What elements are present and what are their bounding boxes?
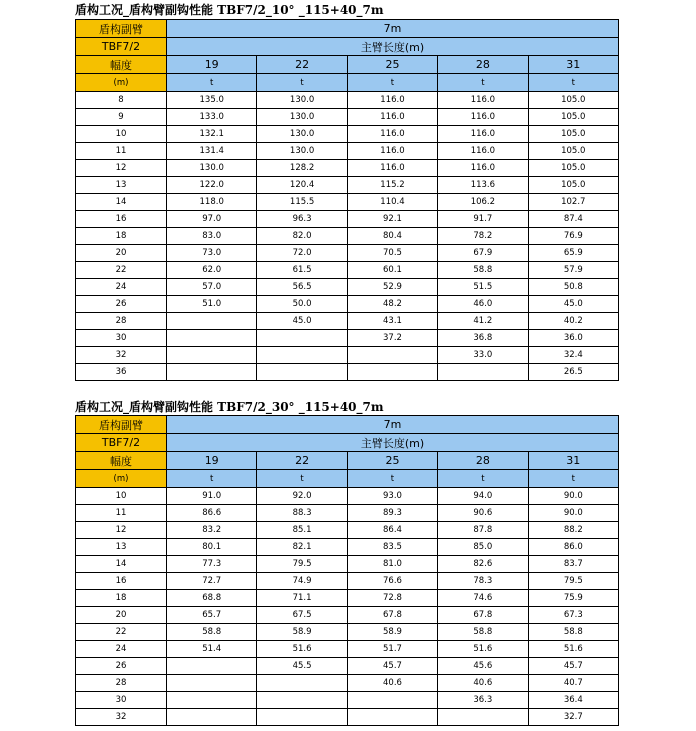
load-value-cell	[438, 709, 528, 726]
load-value-cell: 116.0	[347, 92, 437, 109]
load-value-cell: 116.0	[347, 109, 437, 126]
load-value-cell: 82.0	[257, 228, 347, 245]
table-row	[76, 228, 619, 245]
load-value-cell: 40.2	[528, 313, 618, 330]
load-value-cell: 83.5	[347, 539, 437, 556]
radius-cell: 9	[76, 109, 167, 126]
unit-cell: t	[347, 470, 437, 488]
load-value-cell: 67.5	[257, 607, 347, 624]
load-value-cell: 86.0	[528, 539, 618, 556]
table-row	[76, 488, 619, 505]
load-value-cell: 130.0	[257, 143, 347, 160]
load-value-cell: 91.0	[167, 488, 257, 505]
boom-length-cell: 31	[528, 56, 618, 74]
load-value-cell: 132.1	[167, 126, 257, 143]
load-value-cell: 46.0	[438, 296, 528, 313]
load-value-cell: 40.6	[438, 675, 528, 692]
load-value-cell	[257, 347, 347, 364]
load-value-cell: 58.8	[438, 262, 528, 279]
table-row	[76, 177, 619, 194]
load-value-cell: 80.4	[347, 228, 437, 245]
table-row	[76, 692, 619, 709]
config-value-cell: 7m	[167, 20, 619, 38]
load-value-cell: 135.0	[167, 92, 257, 109]
load-value-cell: 36.0	[528, 330, 618, 347]
table-row	[76, 313, 619, 330]
load-value-cell: 76.6	[347, 573, 437, 590]
load-value-cell: 83.0	[167, 228, 257, 245]
load-value-cell: 62.0	[167, 262, 257, 279]
radius-cell: 16	[76, 211, 167, 228]
load-value-cell: 77.3	[167, 556, 257, 573]
load-value-cell: 65.7	[167, 607, 257, 624]
radius-cell: 32	[76, 347, 167, 364]
load-value-cell	[167, 675, 257, 692]
load-value-cell: 79.5	[257, 556, 347, 573]
load-value-cell: 51.5	[438, 279, 528, 296]
load-value-cell: 71.1	[257, 590, 347, 607]
load-value-cell: 45.7	[347, 658, 437, 675]
load-value-cell: 118.0	[167, 194, 257, 211]
boom-length-cell: 22	[257, 56, 347, 74]
load-value-cell: 85.1	[257, 522, 347, 539]
radius-cell: 32	[76, 709, 167, 726]
load-value-cell: 94.0	[438, 488, 528, 505]
load-value-cell: 74.9	[257, 573, 347, 590]
load-value-cell: 45.5	[257, 658, 347, 675]
boom-length-header: 主臂长度(m)	[167, 434, 619, 452]
load-value-cell: 91.7	[438, 211, 528, 228]
load-value-cell: 116.0	[438, 143, 528, 160]
model-label-cell: TBF7/2	[76, 434, 167, 452]
load-value-cell	[167, 330, 257, 347]
table-1-title: 盾构工况_盾构臂副钩性能 TBF7/2_10° _115+40_7m	[75, 3, 384, 17]
load-value-cell: 74.6	[438, 590, 528, 607]
load-value-cell: 73.0	[167, 245, 257, 262]
load-value-cell: 82.1	[257, 539, 347, 556]
load-value-cell: 36.3	[438, 692, 528, 709]
radius-label-cell: 幅度	[76, 56, 167, 74]
load-value-cell: 115.2	[347, 177, 437, 194]
load-value-cell: 80.1	[167, 539, 257, 556]
radius-cell: 20	[76, 607, 167, 624]
load-value-cell: 76.9	[528, 228, 618, 245]
radius-cell: 10	[76, 126, 167, 143]
unit-cell: t	[257, 470, 347, 488]
table-row	[76, 505, 619, 522]
load-value-cell: 57.9	[528, 262, 618, 279]
radius-cell: 20	[76, 245, 167, 262]
load-value-cell: 72.7	[167, 573, 257, 590]
load-value-cell: 116.0	[438, 126, 528, 143]
load-value-cell: 60.1	[347, 262, 437, 279]
load-value-cell: 106.2	[438, 194, 528, 211]
load-value-cell: 36.4	[528, 692, 618, 709]
load-value-cell: 113.6	[438, 177, 528, 194]
load-value-cell: 130.0	[257, 92, 347, 109]
load-value-cell: 43.1	[347, 313, 437, 330]
load-value-cell	[167, 692, 257, 709]
load-value-cell	[257, 709, 347, 726]
load-value-cell: 131.4	[167, 143, 257, 160]
load-value-cell: 83.2	[167, 522, 257, 539]
load-value-cell: 40.6	[347, 675, 437, 692]
load-value-cell	[438, 364, 528, 381]
load-value-cell: 67.3	[528, 607, 618, 624]
table-row	[76, 709, 619, 726]
config-label-cell: 盾构副臂	[76, 416, 167, 434]
load-value-cell: 67.8	[347, 607, 437, 624]
radius-cell: 8	[76, 92, 167, 109]
unit-cell: t	[528, 470, 618, 488]
table-2-body	[76, 488, 619, 726]
load-value-cell	[257, 692, 347, 709]
load-value-cell: 105.0	[528, 109, 618, 126]
load-value-cell: 116.0	[438, 160, 528, 177]
load-value-cell: 116.0	[347, 143, 437, 160]
load-value-cell: 105.0	[528, 143, 618, 160]
load-value-cell: 105.0	[528, 177, 618, 194]
table-row	[76, 143, 619, 160]
unit-cell: t	[438, 74, 528, 92]
radius-cell: 12	[76, 522, 167, 539]
load-value-cell: 105.0	[528, 160, 618, 177]
radius-cell: 14	[76, 194, 167, 211]
table-row	[76, 262, 619, 279]
load-value-cell: 45.0	[528, 296, 618, 313]
load-value-cell: 50.0	[257, 296, 347, 313]
load-value-cell: 82.6	[438, 556, 528, 573]
load-value-cell	[167, 709, 257, 726]
boom-length-cell: 19	[167, 452, 257, 470]
radius-unit-cell: (m)	[76, 74, 167, 92]
table-row	[76, 245, 619, 262]
config-value-cell: 7m	[167, 416, 619, 434]
load-value-cell	[167, 658, 257, 675]
load-value-cell: 48.2	[347, 296, 437, 313]
boom-length-cell: 25	[347, 56, 437, 74]
load-value-cell: 96.3	[257, 211, 347, 228]
unit-cell: t	[438, 470, 528, 488]
load-value-cell: 116.0	[438, 92, 528, 109]
load-value-cell	[167, 347, 257, 364]
load-value-cell: 26.5	[528, 364, 618, 381]
load-value-cell: 75.9	[528, 590, 618, 607]
load-value-cell: 122.0	[167, 177, 257, 194]
load-value-cell: 102.7	[528, 194, 618, 211]
load-value-cell: 83.7	[528, 556, 618, 573]
load-value-cell: 105.0	[528, 126, 618, 143]
load-value-cell: 33.0	[438, 347, 528, 364]
load-value-cell	[347, 364, 437, 381]
table-row	[76, 522, 619, 539]
table-row	[76, 590, 619, 607]
radius-cell: 13	[76, 539, 167, 556]
unit-cell: t	[347, 74, 437, 92]
load-value-cell: 51.0	[167, 296, 257, 313]
table-row	[76, 641, 619, 658]
table-row	[76, 624, 619, 641]
table-row	[76, 607, 619, 624]
boom-length-cell: 25	[347, 452, 437, 470]
load-value-cell: 116.0	[347, 160, 437, 177]
load-value-cell: 105.0	[528, 92, 618, 109]
table-row	[76, 330, 619, 347]
config-label-cell: 盾构副臂	[76, 20, 167, 38]
radius-cell: 16	[76, 573, 167, 590]
radius-cell: 28	[76, 313, 167, 330]
load-value-cell: 57.0	[167, 279, 257, 296]
radius-cell: 22	[76, 262, 167, 279]
load-value-cell	[257, 330, 347, 347]
load-value-cell	[167, 313, 257, 330]
load-value-cell: 36.8	[438, 330, 528, 347]
load-value-cell: 45.0	[257, 313, 347, 330]
boom-length-header: 主臂长度(m)	[167, 38, 619, 56]
radius-cell: 26	[76, 296, 167, 313]
table-row	[76, 675, 619, 692]
table-row	[76, 109, 619, 126]
load-value-cell: 65.9	[528, 245, 618, 262]
load-value-cell	[347, 709, 437, 726]
load-value-cell: 58.8	[528, 624, 618, 641]
table-row	[76, 573, 619, 590]
load-value-cell: 130.0	[167, 160, 257, 177]
load-value-cell	[347, 347, 437, 364]
load-value-cell: 51.7	[347, 641, 437, 658]
load-value-cell: 58.9	[257, 624, 347, 641]
radius-cell: 30	[76, 330, 167, 347]
table-row	[76, 364, 619, 381]
load-value-cell: 58.8	[167, 624, 257, 641]
load-value-cell: 51.6	[257, 641, 347, 658]
load-value-cell: 67.9	[438, 245, 528, 262]
radius-cell: 12	[76, 160, 167, 177]
radius-cell: 10	[76, 488, 167, 505]
radius-cell: 18	[76, 228, 167, 245]
load-value-cell: 67.8	[438, 607, 528, 624]
load-value-cell: 88.3	[257, 505, 347, 522]
load-value-cell: 87.4	[528, 211, 618, 228]
radius-cell: 24	[76, 641, 167, 658]
table-row	[76, 92, 619, 109]
table-row	[76, 160, 619, 177]
load-value-cell: 70.5	[347, 245, 437, 262]
table-row	[76, 556, 619, 573]
load-value-cell: 58.9	[347, 624, 437, 641]
load-value-cell: 130.0	[257, 109, 347, 126]
load-value-cell: 78.2	[438, 228, 528, 245]
radius-cell: 30	[76, 692, 167, 709]
load-value-cell: 116.0	[438, 109, 528, 126]
radius-cell: 14	[76, 556, 167, 573]
boom-length-cell: 19	[167, 56, 257, 74]
load-value-cell: 50.8	[528, 279, 618, 296]
radius-cell: 13	[76, 177, 167, 194]
load-value-cell: 81.0	[347, 556, 437, 573]
radius-label-cell: 幅度	[76, 452, 167, 470]
load-value-cell: 68.8	[167, 590, 257, 607]
load-value-cell: 88.2	[528, 522, 618, 539]
load-value-cell: 87.8	[438, 522, 528, 539]
load-value-cell: 128.2	[257, 160, 347, 177]
boom-length-cell: 31	[528, 452, 618, 470]
boom-length-cell: 28	[438, 56, 528, 74]
radius-cell: 28	[76, 675, 167, 692]
radius-cell: 26	[76, 658, 167, 675]
radius-cell: 24	[76, 279, 167, 296]
load-value-cell: 78.3	[438, 573, 528, 590]
load-value-cell: 97.0	[167, 211, 257, 228]
unit-cell: t	[257, 74, 347, 92]
load-value-cell: 93.0	[347, 488, 437, 505]
load-value-cell: 92.1	[347, 211, 437, 228]
table-row	[76, 279, 619, 296]
model-label-cell: TBF7/2	[76, 38, 167, 56]
load-value-cell: 41.2	[438, 313, 528, 330]
radius-cell: 22	[76, 624, 167, 641]
table-1-body	[76, 92, 619, 381]
load-value-cell: 130.0	[257, 126, 347, 143]
radius-cell: 11	[76, 505, 167, 522]
table-row	[76, 539, 619, 556]
boom-length-cell: 22	[257, 452, 347, 470]
load-value-cell: 52.9	[347, 279, 437, 296]
load-value-cell: 72.8	[347, 590, 437, 607]
load-value-cell: 45.6	[438, 658, 528, 675]
load-value-cell: 58.8	[438, 624, 528, 641]
load-value-cell: 79.5	[528, 573, 618, 590]
load-value-cell: 37.2	[347, 330, 437, 347]
load-value-cell: 92.0	[257, 488, 347, 505]
unit-cell: t	[167, 470, 257, 488]
table-row	[76, 194, 619, 211]
load-value-cell: 86.6	[167, 505, 257, 522]
load-value-cell: 86.4	[347, 522, 437, 539]
table-row	[76, 211, 619, 228]
table-row	[76, 126, 619, 143]
load-value-cell: 115.5	[257, 194, 347, 211]
table-row	[76, 347, 619, 364]
load-value-cell: 90.6	[438, 505, 528, 522]
load-value-cell	[347, 692, 437, 709]
radius-unit-cell: (m)	[76, 470, 167, 488]
load-value-cell: 90.0	[528, 488, 618, 505]
radius-cell: 18	[76, 590, 167, 607]
load-value-cell: 110.4	[347, 194, 437, 211]
unit-cell: t	[528, 74, 618, 92]
load-value-cell	[167, 364, 257, 381]
load-value-cell: 32.4	[528, 347, 618, 364]
table-2-title: 盾构工况_盾构臂副钩性能 TBF7/2_30° _115+40_7m	[75, 400, 384, 414]
load-value-cell: 72.0	[257, 245, 347, 262]
load-value-cell: 32.7	[528, 709, 618, 726]
table-row	[76, 658, 619, 675]
load-value-cell	[257, 675, 347, 692]
load-value-cell: 61.5	[257, 262, 347, 279]
load-table-10deg	[75, 19, 619, 381]
unit-cell: t	[167, 74, 257, 92]
radius-cell: 11	[76, 143, 167, 160]
load-value-cell: 51.6	[438, 641, 528, 658]
load-value-cell	[257, 364, 347, 381]
load-value-cell: 51.4	[167, 641, 257, 658]
load-value-cell: 56.5	[257, 279, 347, 296]
load-value-cell: 89.3	[347, 505, 437, 522]
load-value-cell: 85.0	[438, 539, 528, 556]
table-row	[76, 296, 619, 313]
load-table-30deg	[75, 415, 619, 726]
boom-length-cell: 28	[438, 452, 528, 470]
load-value-cell: 40.7	[528, 675, 618, 692]
load-value-cell: 90.0	[528, 505, 618, 522]
load-value-cell: 45.7	[528, 658, 618, 675]
radius-cell: 36	[76, 364, 167, 381]
load-value-cell: 116.0	[347, 126, 437, 143]
load-value-cell: 133.0	[167, 109, 257, 126]
load-value-cell: 51.6	[528, 641, 618, 658]
load-value-cell: 120.4	[257, 177, 347, 194]
